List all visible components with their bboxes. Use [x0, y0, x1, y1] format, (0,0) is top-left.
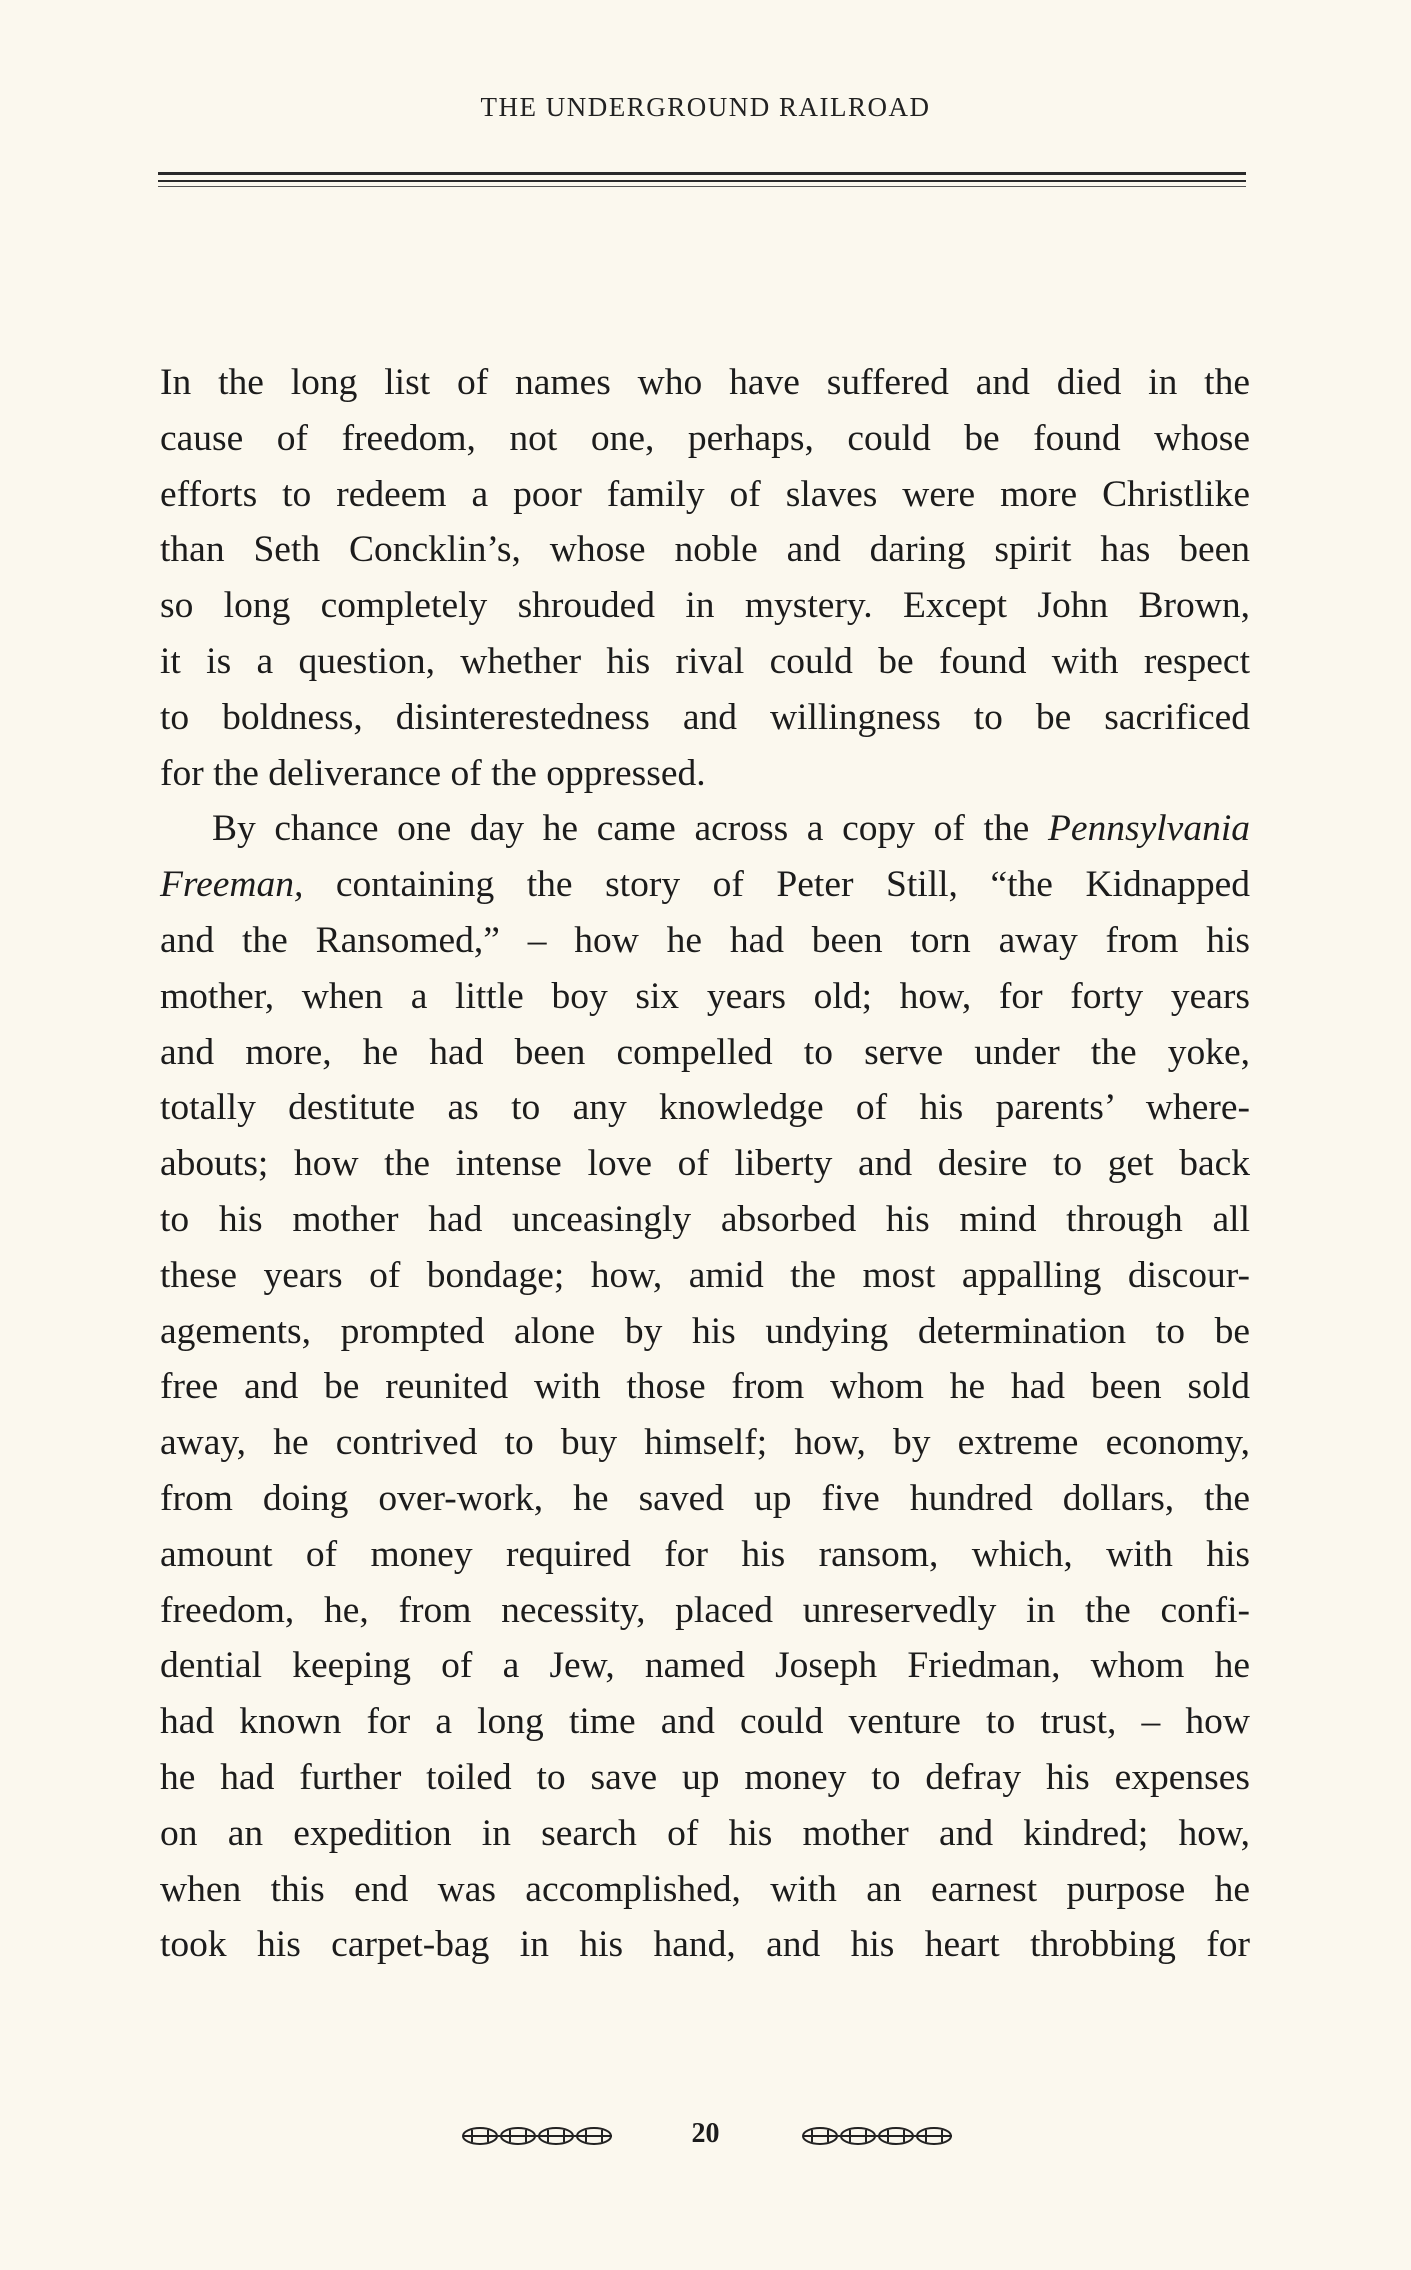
header-rule [158, 186, 1246, 187]
text-line: took his carpet-bag in his hand, and his heart throbbing for [160, 1924, 1250, 1966]
text-line: In the long list of names who have suffered and died in the [160, 362, 1250, 403]
page-footer [0, 2118, 1411, 2158]
text-line: to boldness, disinterestedness and willingness to be sacrificed [160, 696, 1250, 738]
page-body [160, 355, 1250, 1973]
text-line: amount of money required for his ransom, which, with his [160, 1533, 1250, 1575]
paragraph-2 [160, 801, 1250, 1973]
text-line: to his mother had unceasingly absorbed his mind through all [160, 1198, 1250, 1240]
text-run: containing the story of Peter Still, “the Kidnapped [303, 864, 1250, 906]
text-line [160, 801, 1250, 857]
text-line: from doing over-work, he saved up five hundred dollars, the [160, 1477, 1250, 1519]
newspaper-title: Pennsylvania [1047, 808, 1250, 850]
text-line: it is a question, whether his rival could be found with respect [160, 640, 1250, 682]
text-line: dential keeping of a Jew, named Joseph Friedman, whom he [160, 1645, 1250, 1687]
text-line: efforts to redeem a poor family of slaves were more Christlike [160, 473, 1250, 515]
text-line: had known for a long time and could venture to trust, – how [160, 1701, 1250, 1743]
text-line: he had further toiled to save up money to defray his expenses [160, 1756, 1250, 1798]
running-header: THE UNDERGROUND RAILROAD [480, 92, 931, 122]
header-rule [158, 180, 1246, 182]
text-line: agements, prompted alone by his undying determination to be [160, 1310, 1250, 1352]
text-line: and the Ransomed,” – how he had been torn away from his [160, 919, 1250, 961]
chain-ornament-icon [800, 2124, 956, 2148]
text-line: for the deliverance of the oppressed. [160, 752, 706, 794]
text-line: these years of bondage; how, amid the most appalling discour- [160, 1254, 1250, 1296]
text-line: free and be reunited with those from whom he had been sold [160, 1366, 1250, 1408]
text-line: than Seth Concklin’s, whose noble and daring spirit has been [160, 529, 1250, 571]
text-line: away, he contrived to buy himself; how, by extreme economy, [160, 1422, 1250, 1464]
text-line: totally destitute as to any knowledge of his parents’ where- [160, 1087, 1250, 1129]
text-line: and more, he had been compelled to serve under the yoke, [160, 1031, 1250, 1073]
text-line: so long completely shrouded in mystery. Except John Brown, [160, 585, 1250, 627]
text-line: on an expedition in search of his mother and kindred; how, [160, 1812, 1250, 1854]
text-line: when this end was accomplished, with an earnest purpose he [160, 1868, 1250, 1910]
text-line: freedom, he, from necessity, placed unreservedly in the confi- [160, 1589, 1250, 1631]
text-line: cause of freedom, not one, perhaps, could be found whose [160, 417, 1250, 459]
page-number: 20 [691, 2118, 720, 2149]
paragraph-1 [160, 355, 1250, 801]
header-rule [158, 172, 1246, 175]
text-line [160, 857, 1250, 913]
newspaper-title: Freeman, [160, 864, 304, 906]
text-line: mother, when a little boy six years old; how, for forty years [160, 975, 1250, 1017]
text-line: abouts; how the intense love of liberty and desire to get back [160, 1143, 1250, 1185]
text-run: By chance one day he came across a copy of the [212, 808, 1048, 850]
